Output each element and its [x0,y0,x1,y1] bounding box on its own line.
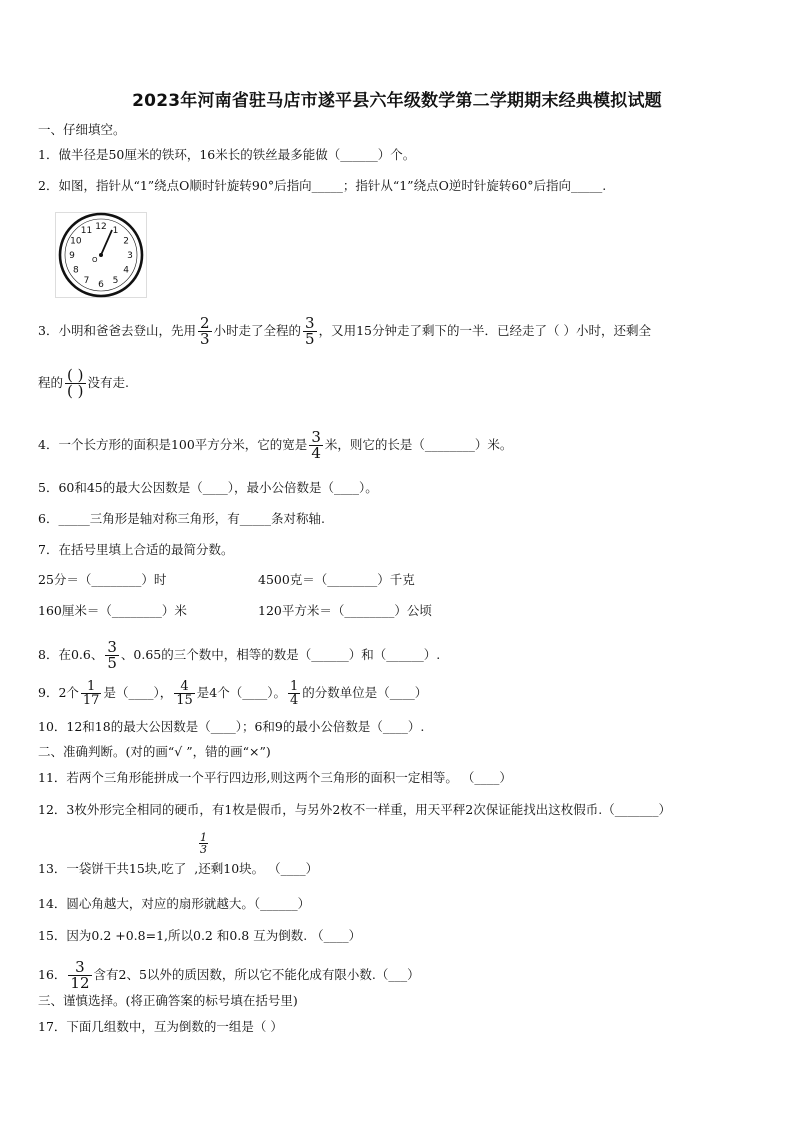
page-title: 2023年河南省驻马店市遂平县六年级数学第二学期期末经典模拟试题 [132,91,662,111]
question-15: 15．因为0.2 +0.8=1,所以0.2 和0.8 互为倒数. （____） [38,928,362,943]
clock-numeral-9: 9 [69,251,75,261]
question-3 [38,316,651,347]
clock-numeral-12: 12 [95,222,107,232]
q3-f3-numerator: ( ) [67,366,84,384]
clock-icon [55,212,147,298]
question-4 [38,430,512,461]
q4-numerator: 3 [311,428,321,446]
clock-numeral-5: 5 [112,276,119,287]
q3-text-e: 没有走. [87,375,129,390]
q9-f3-denominator: 4 [289,693,299,708]
q9-fraction-3 [288,680,300,707]
q3-text-b: 小时走了全程的 [213,323,302,338]
q9-fraction-1 [81,680,102,707]
q9-f2-numerator: 4 [174,680,195,694]
clock-numeral-2: 2 [123,236,129,247]
q3-text-d: 程的 [38,375,64,390]
q8-denominator: 5 [107,654,117,672]
q13-denominator: 3 [200,843,207,856]
q16-numerator: 3 [68,960,91,976]
q9-f1-numerator: 1 [81,680,102,694]
q9-f1-denominator: 17 [82,693,100,708]
q9-f3-numerator: 1 [289,679,299,694]
question-12: 12．3枚外形完全相同的硬币，有1枚是假币，与另外2枚不一样重，用天平秤2次保证能找出这枚假币.（_______） [38,802,671,817]
q3-fraction-3 [65,368,85,399]
q3-f3-denominator: ( ) [67,382,84,400]
q9-f2-denominator: 15 [176,693,193,708]
q13-text-a: 13．一袋饼干共15块,吃了 [38,861,187,876]
q8-text-a: 8．在0.6、 [38,647,104,662]
q3-text-c: ，又用15分钟走了剩下的一半．已经走了（ ）小时，还剩全 [318,323,651,338]
q16-text-a: 16． [38,967,67,982]
q3-f1-numerator: 2 [199,314,210,332]
question-11: 11．若两个三角形能拼成一个平行四边形,则这两个三角形的面积一定相等。 （____） [38,770,512,785]
q3-fraction-2 [303,316,317,347]
q3-f2-denominator: 5 [305,330,315,348]
q8-fraction [105,640,119,671]
q9-text-c: 是4个（____）。 [196,685,286,700]
q16-fraction [68,960,91,991]
question-7-row-2a: 160厘米＝（________）米 [38,603,187,618]
clock-numeral-6: 6 [98,280,104,290]
section-3-heading: 三、谨慎选择。(将正确答案的标号填在括号里) [38,993,298,1008]
q9-fraction-2 [174,680,195,707]
clock-numeral-8: 8 [73,265,79,276]
q9-text-d: 的分数单位是（____） [302,685,428,700]
q9-text-a: 9．2个 [38,685,79,700]
q9-text-b: 是（____）， [103,685,173,700]
question-7-row-1b: 4500克＝（________）千克 [258,572,415,587]
clock-numeral-3: 3 [127,251,133,261]
question-9 [38,680,427,707]
clock-center-label: O [92,256,98,264]
question-8 [38,640,440,671]
question-16 [38,960,420,991]
question-7-stem: 7．在括号里填上合适的最简分数。 [38,542,234,557]
q4-denominator: 4 [311,444,321,462]
q4-fraction [309,430,323,461]
question-3-continued [38,368,129,399]
clock-numeral-4: 4 [123,265,129,276]
question-5: 5．60和45的最大公因数是（____），最小公倍数是（____）。 [38,480,378,495]
question-17: 17．下面几组数中，互为倒数的一组是（ ） [38,1019,283,1034]
question-2: 2．如图，指针从“1”绕点O顺时针旋转90°后指向_____；指针从“1”绕点O逆时针旋转60°后指向_____. [38,178,607,193]
q13-numerator: 1 [200,831,207,844]
question-13 [38,860,318,878]
q8-numerator: 3 [107,638,117,656]
q16-text-b: 含有2、5以外的质因数，所以它不能化成有限小数.（___） [93,967,420,982]
q3-f2-numerator: 3 [305,314,315,332]
clock-numeral-11: 11 [80,225,93,236]
section-2-heading: 二、准确判断。(对的画“√ ”，错的画“×”) [38,744,271,759]
question-14: 14．圆心角越大，对应的扇形就越大。（______） [38,896,311,911]
q13-fraction [199,832,208,855]
q3-fraction-1 [198,316,212,347]
clock-numeral-7: 7 [83,276,90,287]
clock-numeral-10: 10 [70,236,82,247]
q8-text-b: 、0.65的三个数中，相等的数是（______）和（______）. [120,647,441,662]
question-7-row-1a: 25分＝（________）时 [38,572,167,587]
question-6: 6．_____三角形是轴对称三角形，有_____条对称轴. [38,511,325,526]
clock-numeral-1: 1 [112,225,119,236]
q13-text-b: ,还剩10块。 （____） [194,861,319,876]
question-1: 1．做半径是50厘米的铁环，16米长的铁丝最多能做（______）个。 [38,147,416,162]
q16-denominator: 12 [70,974,90,992]
q4-text-a: 4．一个长方形的面积是100平方分米，它的宽是 [38,437,308,452]
question-7-row-2b: 120平方米＝（________）公顷 [258,603,432,618]
q4-text-b: 米，则它的长是（________）米。 [324,437,513,452]
question-10: 10．12和18的最大公因数是（____）；6和9的最小公倍数是（____）. [38,719,425,734]
section-1-heading: 一、仔细填空。 [38,122,126,137]
clock-figure [55,212,147,298]
q3-f1-denominator: 3 [199,330,210,348]
q3-text-a: 3．小明和爸爸去登山，先用 [38,323,196,338]
